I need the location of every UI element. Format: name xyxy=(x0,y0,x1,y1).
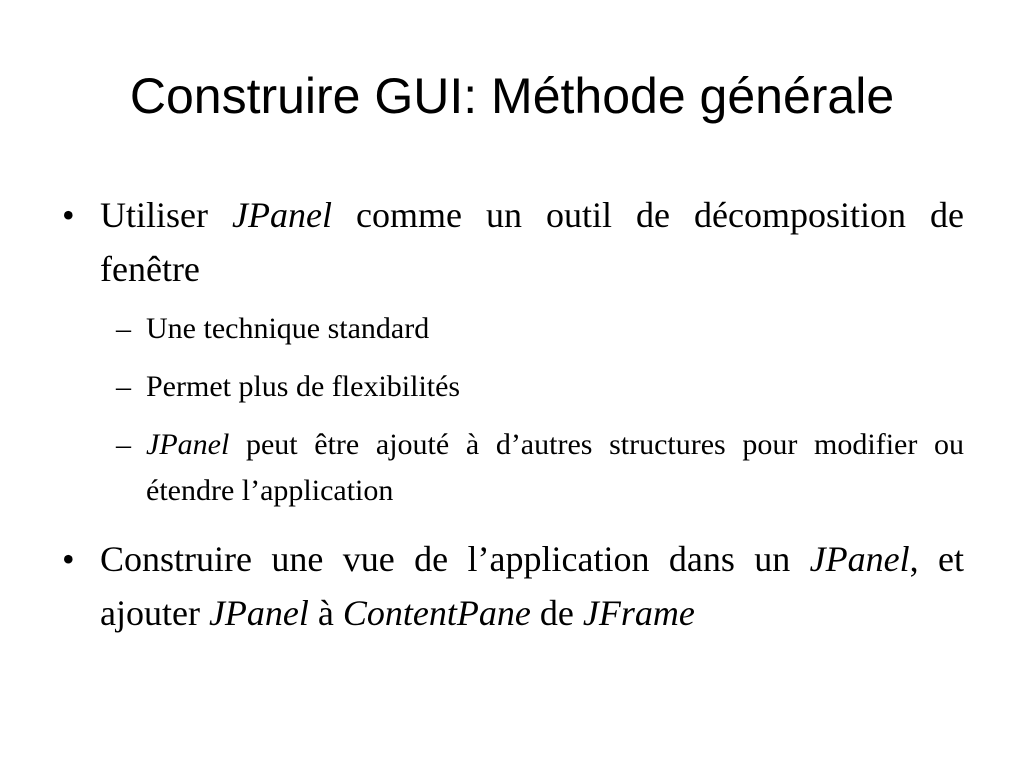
sub-bullet-item xyxy=(62,306,964,352)
dash-glyph: – xyxy=(116,312,131,345)
dash-glyph: – xyxy=(116,370,131,403)
text-run: Construire une vue de l’application dans un xyxy=(100,539,810,579)
text-run: , et ajouter xyxy=(100,539,964,633)
bullet-item xyxy=(62,188,964,296)
sub-bullet-item xyxy=(62,364,964,410)
dash-glyph: – xyxy=(116,428,131,461)
bullet-text xyxy=(100,195,964,289)
sub-bullet-item xyxy=(62,422,964,514)
text-run-italic: JPanel xyxy=(146,428,230,461)
bullet-item xyxy=(62,532,964,640)
text-run: de xyxy=(530,593,583,633)
sub-bullet-text: Permet plus de flexibilités xyxy=(146,370,461,403)
slide-body xyxy=(62,188,964,640)
text-run-italic: JFrame xyxy=(582,593,695,633)
bullet-glyph: • xyxy=(62,195,75,235)
bullet-glyph: • xyxy=(62,539,75,579)
sub-bullet-text: Une technique standard xyxy=(146,312,430,345)
text-run: à xyxy=(308,593,343,633)
text-run-italic: ContentPane xyxy=(342,593,531,633)
text-run-italic: JPanel xyxy=(232,195,332,235)
text-run-italic: JPanel xyxy=(809,539,910,579)
text-run-italic: JPanel xyxy=(208,593,309,633)
slide-title: Construire GUI: Méthode générale xyxy=(129,68,895,124)
bullet-text xyxy=(100,539,964,633)
text-run: comme un outil de décomposition de fenêtre xyxy=(100,195,965,289)
text-run: peut être ajouté à d’autres structures pour modifier ou étendre l’application xyxy=(146,428,964,507)
text-run: Utiliser xyxy=(100,195,233,235)
sub-bullet-text xyxy=(146,428,964,507)
